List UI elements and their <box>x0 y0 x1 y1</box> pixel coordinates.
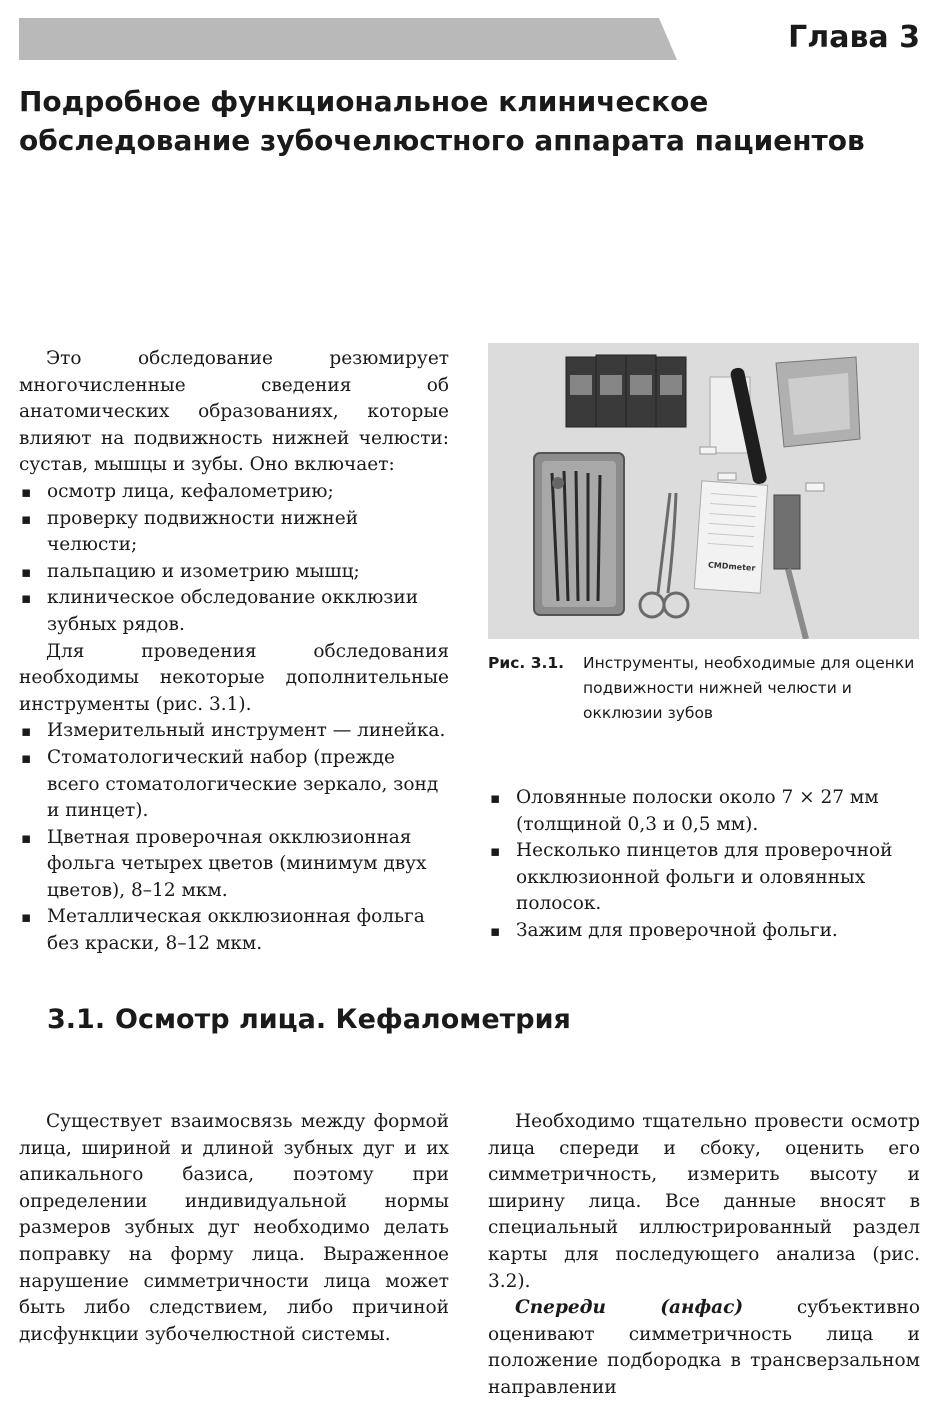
list-item: ▪ осмотр лица, кефалометрию; <box>19 479 449 506</box>
tools-list-continued <box>488 785 920 945</box>
chapter-header-bar <box>19 18 677 60</box>
section-number: 3.1. <box>47 1004 106 1035</box>
ruler-card-image <box>694 481 767 593</box>
foil-clamp-image <box>774 495 800 569</box>
list-item: ▪ пальпацию и изометрию мышц; <box>19 559 449 586</box>
page-title: Подробное функциональное клиническое обследование зубочелюстного аппарата пациентов <box>19 85 865 157</box>
list-item: ▪ клиническое обследование окклюзии зубных рядов. <box>19 585 449 638</box>
section-right-paragraph: Необходимо тщательно провести осмотр лица спереди и сбоку, оценить его симметричность, измерить высоту и ширину лица. Все данные вносят в специальный иллюстрированный раздел карты для последующего анализа (рис. 3.2). <box>488 1111 920 1292</box>
intro-left-column <box>19 346 449 958</box>
exam-list <box>19 479 449 639</box>
chapter-label: Глава 3 <box>788 20 920 55</box>
frontal-paragraph <box>488 1295 920 1401</box>
instruments-photo <box>488 343 919 639</box>
figure-caption-text: Инструменты, необходимые для оценки подвижности нижней челюсти и окклюзии зубов <box>583 654 915 722</box>
list-item: ▪ Оловянные полоски около 7 × 27 мм (толщиной 0,3 и 0,5 мм). <box>488 785 920 838</box>
section-heading <box>47 1000 571 1040</box>
figure-caption <box>488 651 920 726</box>
tools-intro: Для проведения обследования необходимы некоторые дополнительные инструменты (рис. 3.1). <box>19 640 449 715</box>
frontal-text: субъективно оценивают симметричность лица и положение подбородка в трансверзальном направлении <box>488 1297 921 1398</box>
section-left-paragraph: Существует взаимосвязь между формой лица, шириной и длиной зубных дуг и их апикального базиса, поэтому при определении индивидуальной нормы размеров зубных дуг необходимо делать поправку на форму лица. Выраженное нарушение симметричности лица может быть либо следствием, либо причиной дисфункции зубочелюстной системы. <box>19 1111 449 1345</box>
section-title: Осмотр лица. Кефалометрия <box>115 1004 571 1035</box>
list-item: ▪ проверку подвижности нижней челюсти; <box>19 506 449 559</box>
section-left-column <box>19 1109 449 1348</box>
intro-paragraph: Это обследование резюмирует многочисленные сведения об анатомических образованиях, которые влияют на подвижность нижней челюсти: сустав, мышцы и зубы. Оно включает: <box>19 348 449 476</box>
section-right-column <box>488 1109 920 1402</box>
ruler-brand-text: CMDmeter <box>707 560 756 573</box>
figure-label: Рис. 3.1. <box>488 654 565 672</box>
frontal-term: Спереди (анфас) <box>515 1297 744 1319</box>
list-item: ▪ Цветная проверочная окклюзионная фольга четырех цветов (минимум двух цветов), 8–12 мкм. <box>19 825 449 905</box>
list-item: ▪ Металлическая окклюзионная фольга без краски, 8–12 мкм. <box>19 904 449 957</box>
list-item: ▪ Измерительный инструмент — линейка. <box>19 718 449 745</box>
list-item: ▪ Несколько пинцетов для проверочной окклюзионной фольги и оловянных полосок. <box>488 838 920 918</box>
list-item: ▪ Зажим для проверочной фольги. <box>488 918 920 945</box>
list-item: ▪ Стоматологический набор (прежде всего стоматологические зеркало, зонд и пинцет). <box>19 745 449 825</box>
tools-list <box>19 718 449 957</box>
